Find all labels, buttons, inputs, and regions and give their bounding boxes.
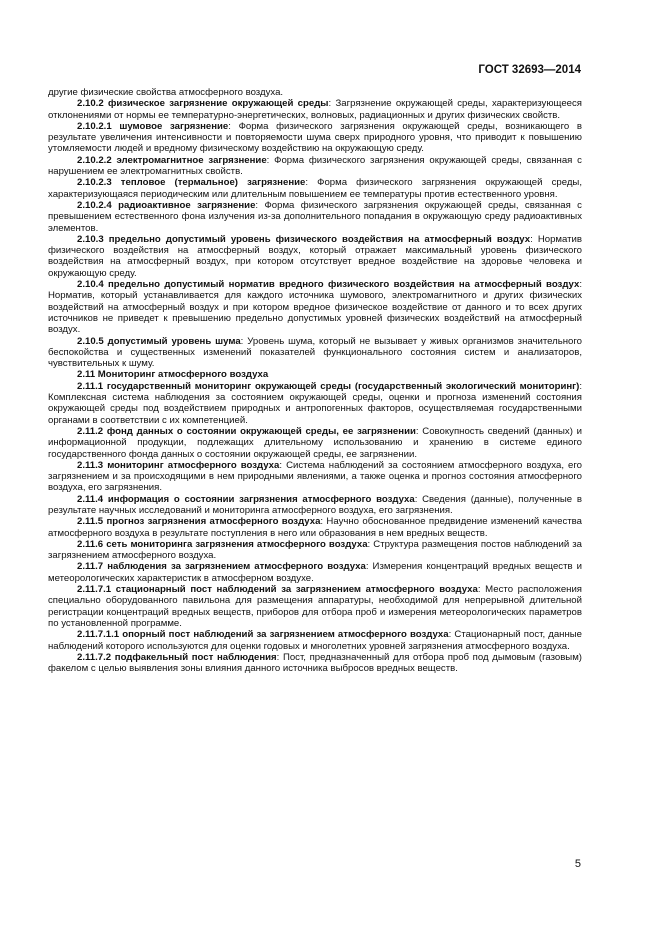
document-body (48, 87, 582, 674)
term: 2.10.2.3 тепловое (термальное) загрязнение (77, 177, 306, 189)
term: 2.10.2.2 электромагнитное загрязнение (77, 154, 267, 166)
term: 2.11.4 информация о состоянии загрязнения атмосферного воздуха (77, 493, 415, 505)
paragraph: 2.10.4 предельно допустимый норматив вредного физического воздействия на атмосферный воздух: Норматив, который устанавливается для каждого источника шумового, электромагнитного и других физических воздействий на атмосферный воздух и при котором вредное физическое воздействие от данного и то всех других источников не приведет к превышению предельно допустимых уровней физических воздействий на атмосферный воздух. (48, 279, 582, 336)
term: 2.11 Мониторинг атмосферного воздуха (77, 369, 269, 381)
paragraph: 2.10.2 физическое загрязнение окружающей среды: Загрязнение окружающей среды, характеризующееся отклонениями от нормы ее температурно-энергетических, волновых, радиационных и других физических свойств. (48, 98, 583, 121)
paragraph: другие физические свойства атмосферного воздуха. (48, 87, 284, 98)
term: 2.11.7.1.1 опорный пост наблюдений за загрязнением атмосферного воздуха (77, 629, 449, 641)
paragraph: 2.11.7.1.1 опорный пост наблюдений за загрязнением атмосферного воздуха: Стационарный пост, данные наблюдений которого используются для оценки годовых и многолетних уровней загрязнения атмосферного воздуха. (48, 629, 582, 652)
paragraph: 2.11.4 информация о состоянии загрязнения атмосферного воздуха: Сведения (данные), полученные в результате научных исследований и мониторинга атмосферного воздуха, его загрязнения. (48, 493, 582, 516)
paragraph: 2.10.2.4 радиоактивное загрязнение: Форма физического загрязнения окружающей среды, связанная с превышением естественного фона излучения из-за дополнительного попадания в окружающую среду радиоактивных элементов. (48, 199, 582, 234)
paragraph: 2.10.2.2 электромагнитное загрязнение: Форма физического загрязнения окружающей среды, связанная с нарушением ее электромагнитных свойств. (48, 154, 582, 178)
term: 2.11.7.1 стационарный пост наблюдений за загрязнением атмосферного воздуха (77, 584, 478, 596)
paragraph: 2.10.2.1 шумовое загрязнение: Форма физического загрязнения окружающей среды, возникающего в результате увеличения интенсивности и повторяемости шума сверх природного уровня, что приводит к повышению утомляемости людей и вредному физическому воздействию на окружающую среду. (48, 120, 582, 155)
paragraph: 2.11.3 мониторинг атмосферного воздуха: Система наблюдений за состоянием атмосферного воздуха, его загрязнением и за происходящими в нем природными явлениями, а также оценка и прогноз состояния атмосферного воздуха, его загрязнения. (48, 459, 583, 494)
term: 2.11.2 фонд данных о состоянии окружающей среды, ее загрязнении (77, 425, 416, 437)
term: 2.11.7.2 подфакельный пост наблюдения (77, 651, 277, 663)
paragraph: 2.10.2.3 тепловое (термальное) загрязнение: Форма физического загрязнения окружающей среды, характеризующаяся периодическим или длительным повышением ее температуры против естественного уровня. (48, 177, 582, 200)
paragraph: 2.10.3 предельно допустимый уровень физического воздействия на атмосферный воздух: Норматив физического воздействия на атмосферный воздух, который отражает максимальный уровень физического воздействия на атмосферный воздух, при котором отсутствует вредное воздействие на здоровье человека и окружающую среду. (48, 233, 582, 279)
term: 2.10.2.4 радиоактивное загрязнение (77, 199, 256, 211)
term: 2.10.4 предельно допустимый норматив вредного физического воздействия на атмосферный воздух (77, 279, 580, 291)
term: 2.10.2 физическое загрязнение окружающей среды (77, 98, 329, 110)
paragraph: 2.11.2 фонд данных о состоянии окружающей среды, ее загрязнении: Совокупность сведений (данных) и информационной продукции, подлежащих длительному использованию и хранению в системе единого государственного фонда данных о состоянии окружающей среды, ее загрязнении. (48, 425, 582, 460)
term: 2.10.2.1 шумовое загрязнение (77, 120, 229, 132)
paragraph: 2.11.6 сеть мониторинга загрязнения атмосферного воздуха: Структура размещения постов наблюдений за загрязнением атмосферного воздуха. (48, 538, 582, 562)
term: 2.11.3 мониторинг атмосферного воздуха (77, 459, 280, 471)
paragraph: 2.11.7.2 подфакельный пост наблюдения: Пост, предназначенный для отбора проб под дымовым (газовым) факелом с целью выявления зоны влияния данного источника выбросов вредных веществ. (48, 651, 582, 675)
page-number: 5 (574, 858, 581, 870)
paragraph: 2.11.1 государственный мониторинг окружающей среды (государственный экологический мониторинг): Комплексная система наблюдения за состоянием окружающей среды, оценки и прогноза изменений состояния окружающей среды под воздействием природных и антропогенных факторов, осуществляемая государственными органами в соответствии с их компетенцией. (48, 380, 582, 426)
term: 2.11.6 сеть мониторинга загрязнения атмосферного воздуха (77, 538, 368, 550)
paragraph: 2.10.5 допустимый уровень шума: Уровень шума, который не вызывает у живых организмов значительного беспокойства и существенных изменений показателей функционального состояния систем и анализаторов, чувствительных к шуму. (48, 335, 583, 370)
paragraph: 2.11.7.1 стационарный пост наблюдений за загрязнением атмосферного воздуха: Место расположения специально оборудованного павильона для размещения аппаратуры, необходимой для непрерывной длительной регистрации концентраций вредных веществ, приборов для отбора проб и измерения метеорологических параметров по установленной программе. (48, 584, 583, 629)
paragraph: 2.11.7 наблюдения за загрязнением атмосферного воздуха: Измерения концентраций вредных веществ и метеорологических характеристик в атмосферном воздухе. (48, 561, 582, 584)
paragraph: 2.11.5 прогноз загрязнения атмосферного воздуха: Научно обоснованное предвидение изменений качества атмосферного воздуха в результате поступления в него или образования в нем вредных веществ. (48, 516, 582, 539)
term: 2.11.7 наблюдения за загрязнением атмосферного воздуха (77, 561, 366, 573)
term: 2.11.1 государственный мониторинг окружающей среды (государственный экологический мониторинг) (77, 380, 580, 392)
document-header: ГОСТ 32693—2014 (478, 64, 581, 76)
term: 2.10.3 предельно допустимый уровень физического воздействия на атмосферный воздух (77, 233, 531, 245)
section-heading (48, 369, 582, 380)
term: 2.11.5 прогноз загрязнения атмосферного воздуха (77, 516, 321, 528)
term: 2.10.5 допустимый уровень шума (77, 335, 241, 347)
